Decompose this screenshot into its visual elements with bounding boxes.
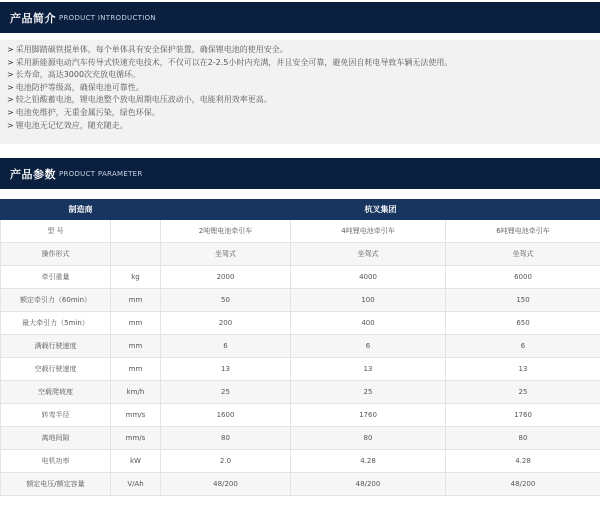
param-value: 25 [446, 381, 600, 404]
param-value: 6 [446, 335, 600, 358]
param-value: 2吨锂电池牵引车 [161, 220, 291, 243]
table-row [1, 450, 600, 473]
param-label: 满载行驶速度 [1, 335, 111, 358]
params-header-row [1, 200, 600, 220]
param-value: 25 [161, 381, 291, 404]
param-value: 13 [291, 358, 446, 381]
intro-list [0, 40, 600, 144]
param-label: 转弯半径 [1, 404, 111, 427]
params-title-en: PRODUCT PARAMETER [59, 169, 143, 178]
param-label: 空载行驶速度 [1, 358, 111, 381]
param-unit: mm/s [111, 404, 161, 427]
table-row [1, 220, 600, 243]
param-value: 80 [291, 427, 446, 450]
table-row [1, 335, 600, 358]
param-label: 额定电压/额定容量 [1, 473, 111, 496]
param-value: 25 [291, 381, 446, 404]
param-label: 牵引重量 [1, 266, 111, 289]
manufacturer-value: 杭叉集团 [161, 200, 600, 220]
param-value: 80 [446, 427, 600, 450]
param-unit [111, 220, 161, 243]
param-value: 6000 [446, 266, 600, 289]
table-row [1, 473, 600, 496]
intro-item: > 锂电池无记忆效应，随充随走。 [7, 120, 128, 130]
param-unit: V/Ah [111, 473, 161, 496]
param-value: 80 [161, 427, 291, 450]
param-label: 型 号 [1, 220, 111, 243]
param-unit: mm/s [111, 427, 161, 450]
param-value: 200 [161, 312, 291, 335]
param-value: 6 [291, 335, 446, 358]
param-value: 1600 [161, 404, 291, 427]
param-unit: mm [111, 335, 161, 358]
param-value: 2000 [161, 266, 291, 289]
arrow-icon: > [7, 120, 14, 130]
param-value: 13 [161, 358, 291, 381]
arrow-icon: > [7, 57, 14, 67]
intro-item: > 采用新能源电动汽车传导式快速充电技术，不仅可以在2-2.5小时内充满，并且安全可靠，避免因自耗电导致车辆无法使用。 [7, 57, 453, 67]
params-table [0, 199, 600, 496]
param-label: 额定牵引力（60min） [1, 289, 111, 312]
param-label: 离地间隙 [1, 427, 111, 450]
table-row [1, 289, 600, 312]
param-value: 48/200 [446, 473, 600, 496]
param-unit: km/h [111, 381, 161, 404]
param-value: 400 [291, 312, 446, 335]
table-row [1, 266, 600, 289]
param-label: 空载爬坡度 [1, 381, 111, 404]
arrow-icon: > [7, 82, 14, 92]
param-unit: mm [111, 289, 161, 312]
param-value: 4000 [291, 266, 446, 289]
param-label: 最大牵引力（5min） [1, 312, 111, 335]
param-value: 1760 [446, 404, 600, 427]
param-unit: mm [111, 312, 161, 335]
param-label: 电机功率 [1, 450, 111, 473]
param-value: 650 [446, 312, 600, 335]
arrow-icon: > [7, 45, 14, 54]
param-value: 1760 [291, 404, 446, 427]
param-unit [111, 243, 161, 266]
param-value: 150 [446, 289, 600, 312]
param-value: 坐驾式 [446, 243, 600, 266]
table-row [1, 427, 600, 450]
param-value: 坐驾式 [161, 243, 291, 266]
param-value: 2.0 [161, 450, 291, 473]
table-row [1, 312, 600, 335]
param-value: 13 [446, 358, 600, 381]
param-value: 6吨锂电池牵引车 [446, 220, 600, 243]
params-section-header [0, 158, 600, 189]
table-row [1, 381, 600, 404]
param-value: 6 [161, 335, 291, 358]
table-row [1, 404, 600, 427]
manufacturer-label: 制造商 [1, 200, 161, 220]
intro-item: > 电池防护等级高，确保电池可靠性。 [7, 82, 144, 92]
param-value: 48/200 [161, 473, 291, 496]
arrow-icon: > [7, 107, 14, 117]
param-value: 4.28 [291, 450, 446, 473]
param-label: 操作形式 [1, 243, 111, 266]
intro-item: > 长寿命，高达3000次充放电循环。 [7, 70, 141, 80]
intro-item: > 采用脚踏碳铁提单体，每个单体具有安全保护装置，确保锂电池的使用安全。 [7, 45, 288, 54]
param-unit: kg [111, 266, 161, 289]
arrow-icon: > [7, 95, 14, 105]
param-value: 4.28 [446, 450, 600, 473]
params-title-cn: 产品参数 [10, 167, 56, 181]
table-row [1, 358, 600, 381]
arrow-icon: > [7, 70, 14, 80]
param-value: 48/200 [291, 473, 446, 496]
intro-title-en: PRODUCT INTRODUCTION [59, 13, 156, 22]
param-value: 坐驾式 [291, 243, 446, 266]
param-value: 50 [161, 289, 291, 312]
param-value: 4吨锂电池牵引车 [291, 220, 446, 243]
param-value: 100 [291, 289, 446, 312]
param-unit: mm [111, 358, 161, 381]
table-row [1, 243, 600, 266]
intro-item: > 较之铅酸蓄电池，锂电池整个放电周期电压波动小，电能利用效率更高。 [7, 95, 272, 105]
intro-title-cn: 产品简介 [10, 11, 56, 25]
intro-section-header [0, 2, 600, 33]
param-unit: kW [111, 450, 161, 473]
intro-item: > 电池免维护，无重金属污染，绿色环保。 [7, 107, 160, 117]
